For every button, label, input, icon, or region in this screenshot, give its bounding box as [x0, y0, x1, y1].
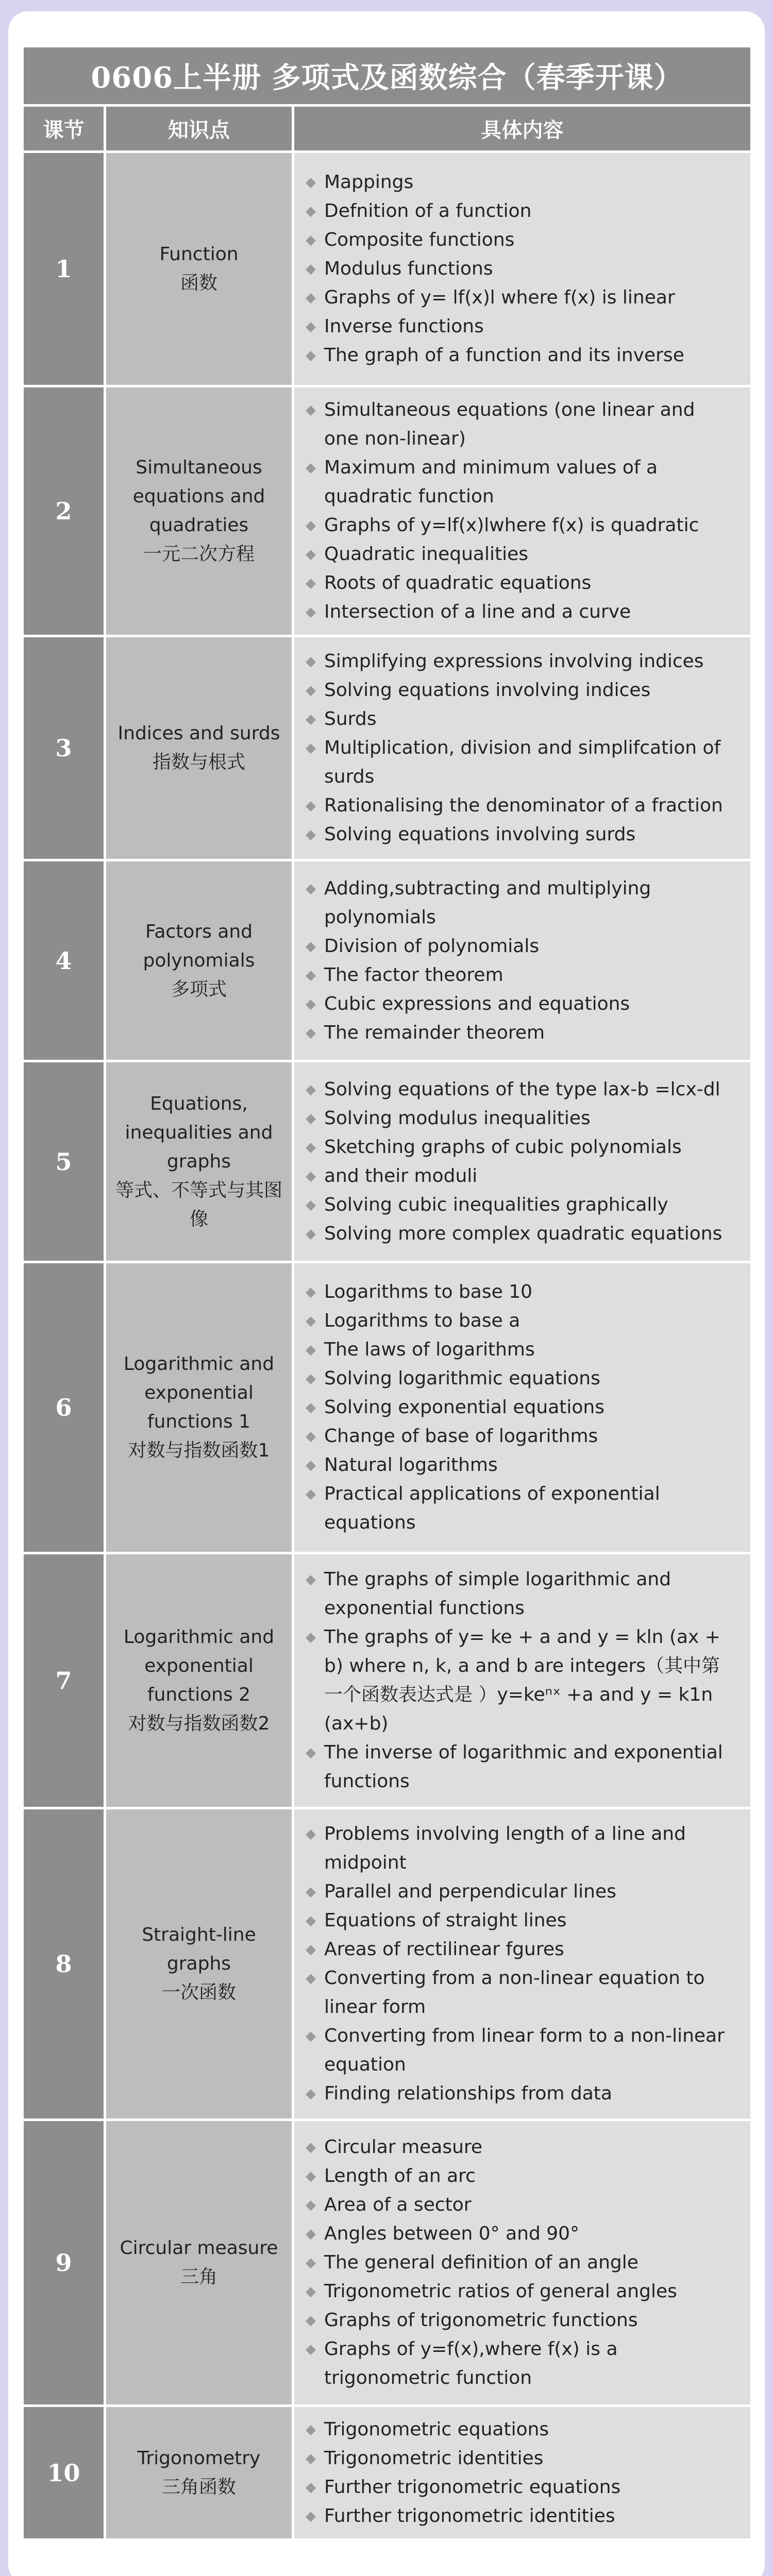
- table-row: [24, 1554, 750, 1807]
- diamond-bullet-icon: ◆: [306, 1025, 316, 1041]
- topic-english: Circular measure: [120, 2238, 278, 2259]
- list-item: [306, 2022, 735, 2079]
- syllabus-table: [24, 47, 750, 2538]
- diamond-bullet-icon: ◆: [306, 2421, 316, 2437]
- list-item: [306, 791, 735, 820]
- diamond-bullet-icon: ◆: [306, 1458, 316, 1473]
- list-item-text: Simplifying expressions involving indices: [324, 651, 704, 672]
- list-item: [306, 226, 735, 255]
- content-list: [306, 2133, 735, 2393]
- list-item: [306, 1162, 735, 1191]
- list-item-text: Graphs of y=f(x),where f(x) is a trigonometric function: [324, 2338, 618, 2388]
- diamond-bullet-icon: ◆: [306, 1226, 316, 1242]
- header-content: 具体内容: [294, 107, 750, 150]
- topic-chinese: 一元二次方程: [143, 544, 255, 565]
- list-item: [306, 2248, 735, 2277]
- diamond-bullet-icon: ◆: [306, 2168, 316, 2184]
- list-item: [306, 2277, 735, 2306]
- list-item: [306, 2502, 735, 2531]
- diamond-bullet-icon: ◆: [306, 683, 316, 698]
- table-row: [24, 2407, 750, 2538]
- list-item-text: Natural logarithms: [324, 1454, 498, 1476]
- diamond-bullet-icon: ◆: [306, 880, 316, 896]
- lesson-content: [294, 1809, 750, 2119]
- topic-chinese: 三角: [180, 2266, 217, 2287]
- list-item-text: The graph of a function and its inverse: [324, 345, 684, 366]
- diamond-bullet-icon: ◆: [306, 1197, 316, 1213]
- lesson-number: 5: [24, 1062, 104, 1261]
- diamond-bullet-icon: ◆: [306, 1826, 316, 1842]
- lesson-content: [294, 1554, 750, 1807]
- lesson-topic: [106, 1062, 292, 1261]
- diamond-bullet-icon: ◆: [306, 740, 316, 756]
- lesson-number: 10: [24, 2407, 104, 2538]
- topic-english: Simultaneous equations and quadraties: [132, 457, 265, 536]
- list-item-text: Solving equations of the type lax-b =lcx-dl: [324, 1078, 720, 1100]
- list-item-text: Area of a sector: [324, 2194, 472, 2215]
- list-item-text: Trigonometric identities: [324, 2447, 544, 2469]
- topic-english: Factors and polynomials: [143, 921, 255, 971]
- list-item-text: Graphs of trigonometric functions: [324, 2310, 638, 2331]
- list-item: [306, 1191, 735, 1219]
- topic-english: Function: [159, 244, 239, 265]
- diamond-bullet-icon: ◆: [306, 175, 316, 190]
- list-item: [306, 734, 735, 791]
- list-item-text: Solving equations involving surds: [324, 824, 636, 845]
- lesson-number: 2: [24, 387, 104, 635]
- diamond-bullet-icon: ◆: [306, 2342, 316, 2357]
- list-item-text: Mappings: [324, 172, 414, 193]
- lesson-topic: [106, 1809, 292, 2119]
- list-item: [306, 820, 735, 849]
- diamond-bullet-icon: ◆: [306, 348, 316, 363]
- list-item-text: Angles between 0° and 90°: [324, 2223, 580, 2244]
- list-item: [306, 1364, 735, 1393]
- list-item-text: Length of an arc: [324, 2165, 476, 2187]
- lesson-content: [294, 387, 750, 635]
- diamond-bullet-icon: ◆: [306, 319, 316, 334]
- list-item-text: Quadratic inequalities: [324, 544, 528, 565]
- topic-english: Equations, inequalities and graphs: [125, 1093, 273, 1172]
- list-item: [306, 540, 735, 569]
- list-item: [306, 312, 735, 341]
- topic-chinese: 多项式: [171, 978, 227, 1000]
- diamond-bullet-icon: ◆: [306, 1081, 316, 1097]
- list-item-text: The factor theorem: [324, 964, 503, 986]
- topic-chinese: 等式、不等式与其图像: [115, 1179, 283, 1230]
- list-item-text: Logarithms to base a: [324, 1310, 520, 1331]
- table-row: [24, 861, 750, 1060]
- diamond-bullet-icon: ◆: [306, 402, 316, 418]
- table-row: [24, 1062, 750, 1261]
- list-item-text: Solving equations involving indices: [324, 680, 651, 701]
- list-item: [306, 2415, 735, 2444]
- list-item: [306, 283, 735, 312]
- list-item-text: Roots of quadratic equations: [324, 572, 592, 594]
- diamond-bullet-icon: ◆: [306, 1884, 316, 1900]
- table-row: [24, 1809, 750, 2119]
- content-list: [306, 647, 735, 849]
- list-item-text: Modulus functions: [324, 258, 493, 279]
- list-item: [306, 1219, 735, 1248]
- list-item: [306, 1422, 735, 1451]
- list-item-text: Practical applications of exponential equations: [324, 1483, 660, 1533]
- list-item: [306, 2079, 735, 2108]
- list-item: [306, 1278, 735, 1307]
- list-item: [306, 1335, 735, 1364]
- topic-english: Logarithmic and exponential functions 1: [123, 1353, 275, 1432]
- list-item: [306, 705, 735, 734]
- list-item: [306, 197, 735, 226]
- diamond-bullet-icon: ◆: [306, 1400, 316, 1415]
- lesson-content: [294, 153, 750, 385]
- diamond-bullet-icon: ◆: [306, 2508, 316, 2524]
- diamond-bullet-icon: ◆: [306, 1942, 316, 1957]
- diamond-bullet-icon: ◆: [306, 1429, 316, 1444]
- list-item: [306, 2191, 735, 2219]
- list-item-text: Inverse functions: [324, 316, 484, 337]
- lesson-number: 3: [24, 637, 104, 859]
- diamond-bullet-icon: ◆: [306, 1913, 316, 1928]
- table-row: [24, 1263, 750, 1552]
- lesson-number: 8: [24, 1809, 104, 2119]
- diamond-bullet-icon: ◆: [306, 2197, 316, 2213]
- table-row: [24, 387, 750, 635]
- lesson-content: [294, 861, 750, 1060]
- list-item: [306, 1820, 735, 1877]
- lesson-content: [294, 637, 750, 859]
- list-item-text: Rationalising the denominator of a fraction: [324, 795, 723, 816]
- list-item-text: Defnition of a function: [324, 200, 532, 222]
- diamond-bullet-icon: ◆: [306, 232, 316, 248]
- list-item-text: The graphs of y= ke + a and y = kln (ax + b) where n, k, a and b are integers（其中第一个函数表达式是 ）y=keⁿˣ +a and y = k1n (ax+b): [324, 1626, 720, 1734]
- list-item: [306, 569, 735, 598]
- table-header-row: [24, 107, 750, 150]
- list-item: [306, 1935, 735, 1964]
- lesson-topic: [106, 861, 292, 1060]
- diamond-bullet-icon: ◆: [306, 1139, 316, 1155]
- diamond-bullet-icon: ◆: [306, 204, 316, 219]
- content-list: [306, 1565, 735, 1796]
- content-list: [306, 1820, 735, 2108]
- list-item-text: Solving exponential equations: [324, 1397, 604, 1418]
- list-item-text: Problems involving length of a line and midpoint: [324, 1823, 686, 1873]
- diamond-bullet-icon: ◆: [306, 2140, 316, 2155]
- list-item: [306, 2306, 735, 2335]
- list-item: [306, 1565, 735, 1623]
- lesson-topic: [106, 637, 292, 859]
- list-item: [306, 396, 735, 453]
- lesson-topic: [106, 2121, 292, 2404]
- list-item: [306, 1964, 735, 2022]
- diamond-bullet-icon: ◆: [306, 1971, 316, 1986]
- lesson-topic: [106, 1554, 292, 1807]
- topic-chinese: 三角函数: [161, 2476, 236, 2498]
- list-item: [306, 453, 735, 511]
- diamond-bullet-icon: ◆: [306, 996, 316, 1012]
- page-card: [8, 11, 765, 2576]
- list-item: [306, 598, 735, 626]
- list-item: [306, 2473, 735, 2502]
- diamond-bullet-icon: ◆: [306, 938, 316, 954]
- lesson-number: 4: [24, 861, 104, 1060]
- diamond-bullet-icon: ◆: [306, 261, 316, 277]
- diamond-bullet-icon: ◆: [306, 1486, 316, 1502]
- diamond-bullet-icon: ◆: [306, 2450, 316, 2466]
- list-item: [306, 1623, 735, 1738]
- list-item-text: Multiplication, division and simplifcation of surds: [324, 737, 721, 787]
- lesson-number: 6: [24, 1263, 104, 1552]
- list-item-text: Solving cubic inequalities graphically: [324, 1194, 668, 1215]
- diamond-bullet-icon: ◆: [306, 604, 316, 620]
- diamond-bullet-icon: ◆: [306, 460, 316, 476]
- page-title: 0606上半册 多项式及函数综合（春季开课）: [24, 47, 750, 104]
- list-item-text: Equations of straight lines: [324, 1910, 567, 1931]
- topic-chinese: 一次函数: [161, 1982, 236, 2003]
- list-item-text: Solving modulus inequalities: [324, 1107, 591, 1129]
- list-item: [306, 2444, 735, 2473]
- diamond-bullet-icon: ◆: [306, 2028, 316, 2044]
- diamond-bullet-icon: ◆: [306, 1168, 316, 1184]
- diamond-bullet-icon: ◆: [306, 654, 316, 669]
- list-item: [306, 1307, 735, 1335]
- lesson-content: [294, 2407, 750, 2538]
- list-item: [306, 341, 735, 370]
- list-item-text: The laws of logarithms: [324, 1339, 535, 1360]
- list-item: [306, 1019, 735, 1047]
- lesson-number: 1: [24, 153, 104, 385]
- lesson-topic: [106, 1263, 292, 1552]
- diamond-bullet-icon: ◆: [306, 967, 316, 983]
- diamond-bullet-icon: ◆: [306, 827, 316, 842]
- list-item: [306, 1738, 735, 1796]
- list-item-text: Sketching graphs of cubic polynomials: [324, 1136, 682, 1158]
- diamond-bullet-icon: ◆: [306, 798, 316, 814]
- topic-chinese: 指数与根式: [152, 752, 245, 773]
- list-item-text: Maximum and minimum values of a quadratic function: [324, 457, 658, 507]
- list-item-text: Intersection of a line and a curve: [324, 601, 631, 622]
- list-item-text: The graphs of simple logarithmic and exponential functions: [324, 1569, 671, 1619]
- list-item-text: and their moduli: [324, 1165, 478, 1187]
- lesson-content: [294, 1062, 750, 1261]
- list-item: [306, 647, 735, 676]
- lesson-topic: [106, 387, 292, 635]
- list-item: [306, 1906, 735, 1935]
- list-item: [306, 2335, 735, 2393]
- list-item-text: Finding relationships from data: [324, 2083, 612, 2104]
- lesson-number: 7: [24, 1554, 104, 1807]
- diamond-bullet-icon: ◆: [306, 1342, 316, 1358]
- list-item: [306, 255, 735, 283]
- list-item-text: Converting from a non-linear equation to linear form: [324, 1968, 705, 2018]
- list-item: [306, 2133, 735, 2162]
- list-item-text: Simultaneous equations (one linear and one non-linear): [324, 399, 695, 449]
- list-item: [306, 874, 735, 932]
- lesson-number: 9: [24, 2121, 104, 2404]
- diamond-bullet-icon: ◆: [306, 1110, 316, 1126]
- content-list: [306, 2415, 735, 2531]
- list-item-text: Trigonometric ratios of general angles: [324, 2281, 677, 2302]
- topic-chinese: 对数与指数函数1: [128, 1440, 270, 1461]
- list-item-text: Converting from linear form to a non-linear equation: [324, 2025, 725, 2075]
- list-item: [306, 1104, 735, 1133]
- list-item-text: Parallel and perpendicular lines: [324, 1881, 616, 1902]
- content-list: [306, 1278, 735, 1537]
- list-item-text: Graphs of y=lf(x)lwhere f(x) is quadratic: [324, 515, 699, 536]
- list-item: [306, 1877, 735, 1906]
- list-item: [306, 1393, 735, 1422]
- list-item-text: The remainder theorem: [324, 1022, 545, 1043]
- header-topic: 知识点: [106, 107, 292, 150]
- list-item-text: Logarithms to base 10: [324, 1281, 533, 1302]
- diamond-bullet-icon: ◆: [306, 2479, 316, 2495]
- list-item: [306, 168, 735, 197]
- content-list: [306, 168, 735, 370]
- list-item-text: Surds: [324, 708, 377, 730]
- diamond-bullet-icon: ◆: [306, 2255, 316, 2270]
- list-item-text: The inverse of logarithmic and exponential functions: [324, 1742, 723, 1792]
- diamond-bullet-icon: ◆: [306, 1371, 316, 1386]
- diamond-bullet-icon: ◆: [306, 1745, 316, 1760]
- lesson-topic: [106, 2407, 292, 2538]
- header-lesson: 课节: [24, 107, 104, 150]
- list-item: [306, 2162, 735, 2191]
- diamond-bullet-icon: ◆: [306, 547, 316, 562]
- list-item-text: Areas of rectilinear fgures: [324, 1939, 564, 1960]
- list-item-text: Adding,subtracting and multiplying polynomials: [324, 877, 651, 928]
- list-item-text: Cubic expressions and equations: [324, 993, 630, 1014]
- list-item: [306, 990, 735, 1019]
- diamond-bullet-icon: ◆: [306, 2284, 316, 2299]
- list-item-text: Graphs of y= lf(x)l where f(x) is linear: [324, 287, 675, 308]
- topic-english: Straight-line graphs: [142, 1924, 256, 1974]
- diamond-bullet-icon: ◆: [306, 1284, 316, 1300]
- list-item-text: The general definition of an angle: [324, 2252, 638, 2273]
- content-list: [306, 874, 735, 1047]
- list-item: [306, 1451, 735, 1480]
- list-item-text: Change of base of logarithms: [324, 1426, 598, 1447]
- topic-english: Indices and surds: [117, 723, 280, 744]
- list-item-text: Further trigonometric equations: [324, 2476, 621, 2498]
- diamond-bullet-icon: ◆: [306, 1630, 316, 1645]
- list-item: [306, 1133, 735, 1162]
- list-item: [306, 2219, 735, 2248]
- diamond-bullet-icon: ◆: [306, 2313, 316, 2328]
- list-item-text: Solving more complex quadratic equations: [324, 1223, 722, 1244]
- diamond-bullet-icon: ◆: [306, 575, 316, 591]
- topic-chinese: 对数与指数函数2: [128, 1713, 270, 1734]
- diamond-bullet-icon: ◆: [306, 1313, 316, 1329]
- list-item: [306, 932, 735, 961]
- diamond-bullet-icon: ◆: [306, 290, 316, 306]
- list-item: [306, 1075, 735, 1104]
- lesson-content: [294, 1263, 750, 1552]
- list-item-text: Trigonometric equations: [324, 2418, 549, 2440]
- list-item: [306, 511, 735, 540]
- diamond-bullet-icon: ◆: [306, 518, 316, 533]
- content-list: [306, 396, 735, 626]
- topic-english: Trigonometry: [137, 2447, 261, 2469]
- list-item-text: Composite functions: [324, 229, 515, 250]
- list-item-text: Further trigonometric identities: [324, 2505, 615, 2527]
- list-item-text: Circular measure: [324, 2137, 483, 2158]
- table-row: [24, 153, 750, 385]
- diamond-bullet-icon: ◆: [306, 2226, 316, 2242]
- table-row: [24, 2121, 750, 2404]
- topic-chinese: 函数: [180, 273, 217, 294]
- content-list: [306, 1075, 735, 1248]
- lesson-content: [294, 2121, 750, 2404]
- diamond-bullet-icon: ◆: [306, 711, 316, 727]
- table-row: [24, 637, 750, 859]
- list-item: [306, 676, 735, 705]
- topic-english: Logarithmic and exponential functions 2: [123, 1626, 275, 1705]
- diamond-bullet-icon: ◆: [306, 2086, 316, 2102]
- list-item-text: Division of polynomials: [324, 935, 540, 957]
- list-item: [306, 1480, 735, 1537]
- list-item-text: Solving logarithmic equations: [324, 1368, 600, 1389]
- lesson-topic: [106, 153, 292, 385]
- diamond-bullet-icon: ◆: [306, 1572, 316, 1587]
- list-item: [306, 961, 735, 990]
